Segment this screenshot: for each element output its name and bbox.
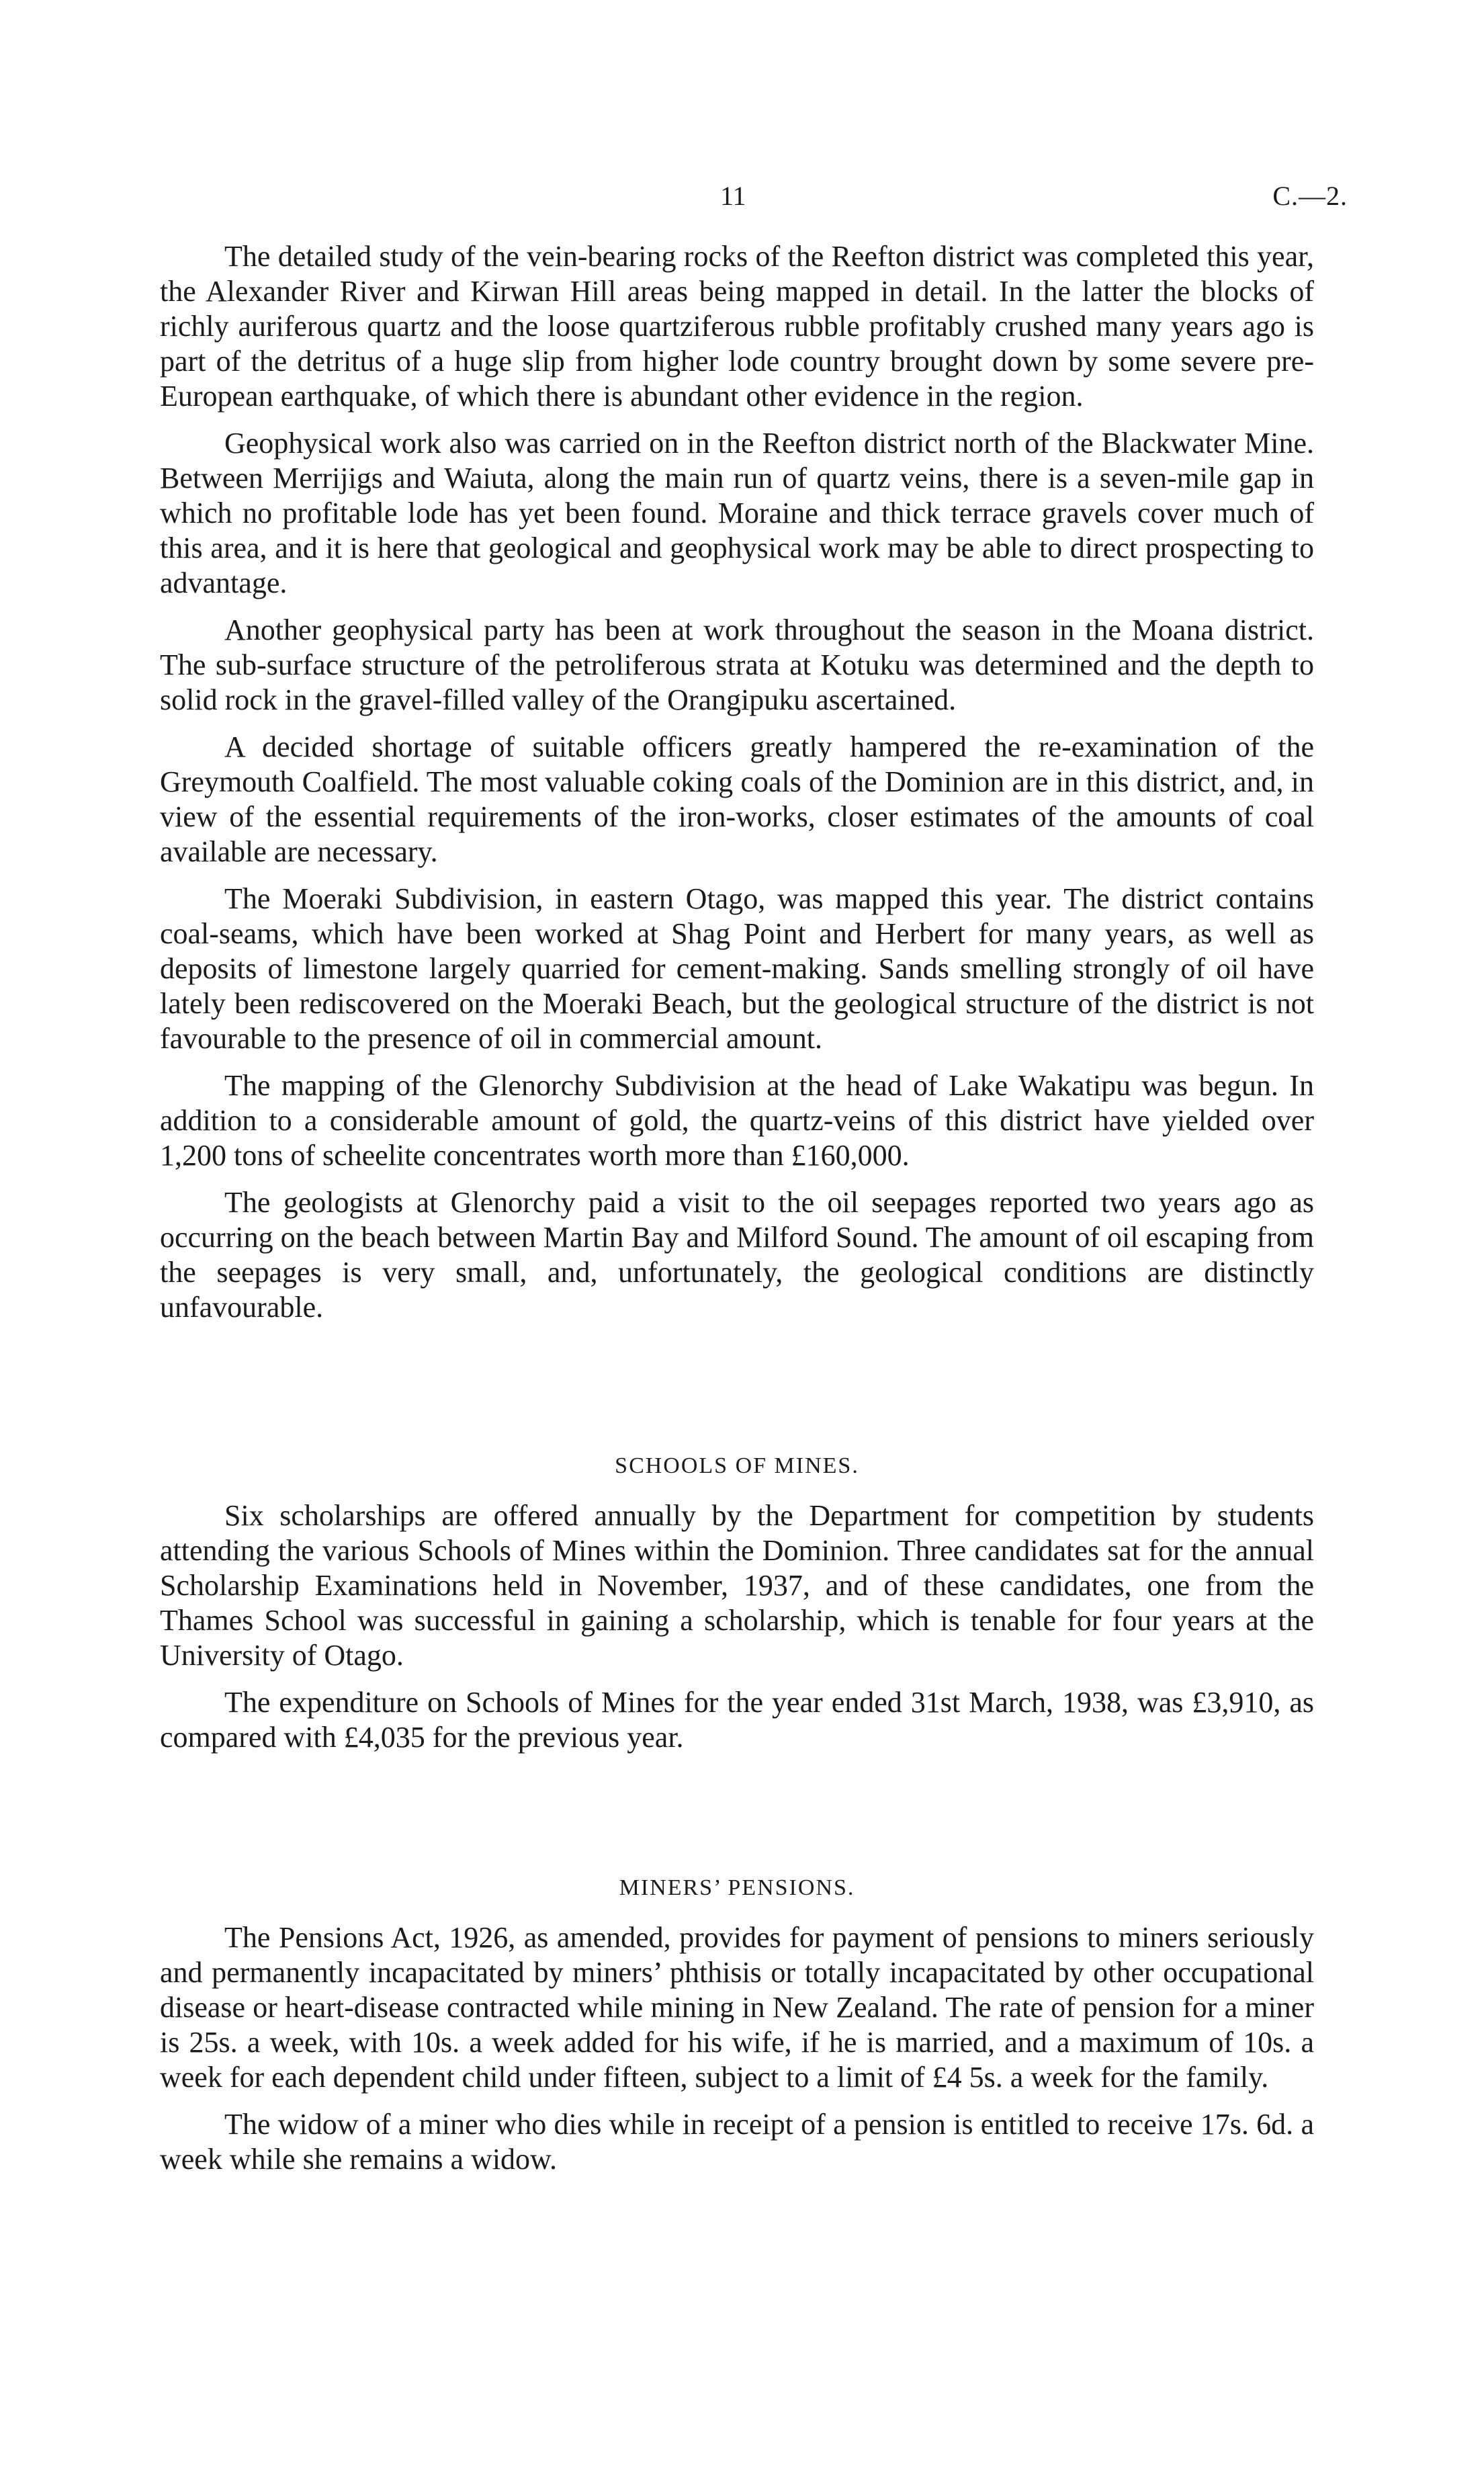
body-paragraph: The geologists at Glenorchy paid a visit to the oil seepages reported two years ago as occurring on the beach between Martin Bay and Milford Sound. The amount of oil escaping from the seepages is very small, and, unfortunately, the geological conditions are distinctly unfavourable. [160, 1186, 1314, 1324]
page-header [0, 180, 1484, 220]
body-paragraph: The Moeraki Subdivision, in eastern Otago, was mapped this year. The district contains coal-seams, which have been worked at Shag Point and Herbert for many years, as well as deposits of limestone largely quarried for cement-making. Sands smelling strongly of oil have lately been rediscovered on the Moeraki Beach, but the geological structure of the district is not favourable to the presence of oil in commercial amount. [160, 882, 1314, 1055]
body-paragraph: The expenditure on Schools of Mines for the year ended 31st March, 1938, was £3,910, as compared with £4,035 for the previous year. [160, 1686, 1314, 1754]
section-heading: MINERS’ PENSIONS. [619, 1875, 855, 1900]
body-paragraph: Another geophysical party has been at work throughout the season in the Moana district. The sub-surface structure of the petroliferous strata at Kotuku was determined and the depth to solid rock in the gravel-filled valley of the Orangipuku ascertained. [160, 613, 1314, 716]
body-paragraph: Geophysical work also was carried on in the Reefton district north of the Blackwater Mine. Between Merrijigs and Waiuta, along the main run of quartz veins, there is a seven-mile gap in which no profitable lode has yet been found. Moraine and thick terrace gravels cover much of this area, and it is here that geological and geophysical work may be able to direct prospecting to advantage. [160, 427, 1314, 599]
geological-survey-section [160, 239, 1314, 1325]
document-body [160, 239, 1314, 2177]
section-heading: SCHOOLS OF MINES. [615, 1453, 859, 1478]
miners-pensions-section [160, 1875, 1314, 2177]
body-paragraph: The widow of a miner who dies while in receipt of a pension is entitled to receive 17s. 6d. a week while she remains a widow. [160, 2108, 1314, 2176]
body-paragraph: A decided shortage of suitable officers greatly hampered the re-examination of the Greymouth Coalfield. The most valuable coking coals of the Dominion are in this district, and, in view of the essential requirements of the iron-works, closer estimates of the amounts of coal available are necessary. [160, 730, 1314, 868]
schools-of-mines-section [160, 1453, 1314, 1755]
body-paragraph: The Pensions Act, 1926, as amended, provides for payment of pensions to miners seriously and permanently incapacitated by miners’ phthisis or totally incapacitated by other occupational disease or heart-disease contracted while mining in New Zealand. The rate of pension for a miner is 25s. a week, with 10s. a week added for his wife, if he is married, and a maximum of 10s. a week for each dependent child under fifteen, subject to a limit of £4 5s. a week for the family. [160, 1921, 1314, 2094]
document-reference: C.—2. [1272, 181, 1348, 211]
page-number: 11 [720, 181, 746, 211]
body-paragraph: The mapping of the Glenorchy Subdivision at the head of Lake Wakatipu was begun. In addition to a considerable amount of gold, the quartz-veins of this district have yielded over 1,200 tons of scheelite concentrates worth more than £160,000. [160, 1069, 1314, 1172]
body-paragraph: The detailed study of the vein-bearing rocks of the Reefton district was completed this year, the Alexander River and Kirwan Hill areas being mapped in detail. In the latter the blocks of richly auriferous quartz and the loose quartziferous rubble profitably crushed many years ago is part of the detritus of a huge slip from higher lode country brought down by some severe pre-European earthquake, of which there is abundant other evidence in the region. [160, 240, 1314, 413]
body-paragraph: Six scholarships are offered annually by the Department for competition by students attending the various Schools of Mines within the Dominion. Three candidates sat for the annual Scholarship Examinations held in November, 1937, and of these candidates, one from the Thames School was successful in gaining a scholarship, which is tenable for four years at the University of Otago. [160, 1499, 1314, 1672]
